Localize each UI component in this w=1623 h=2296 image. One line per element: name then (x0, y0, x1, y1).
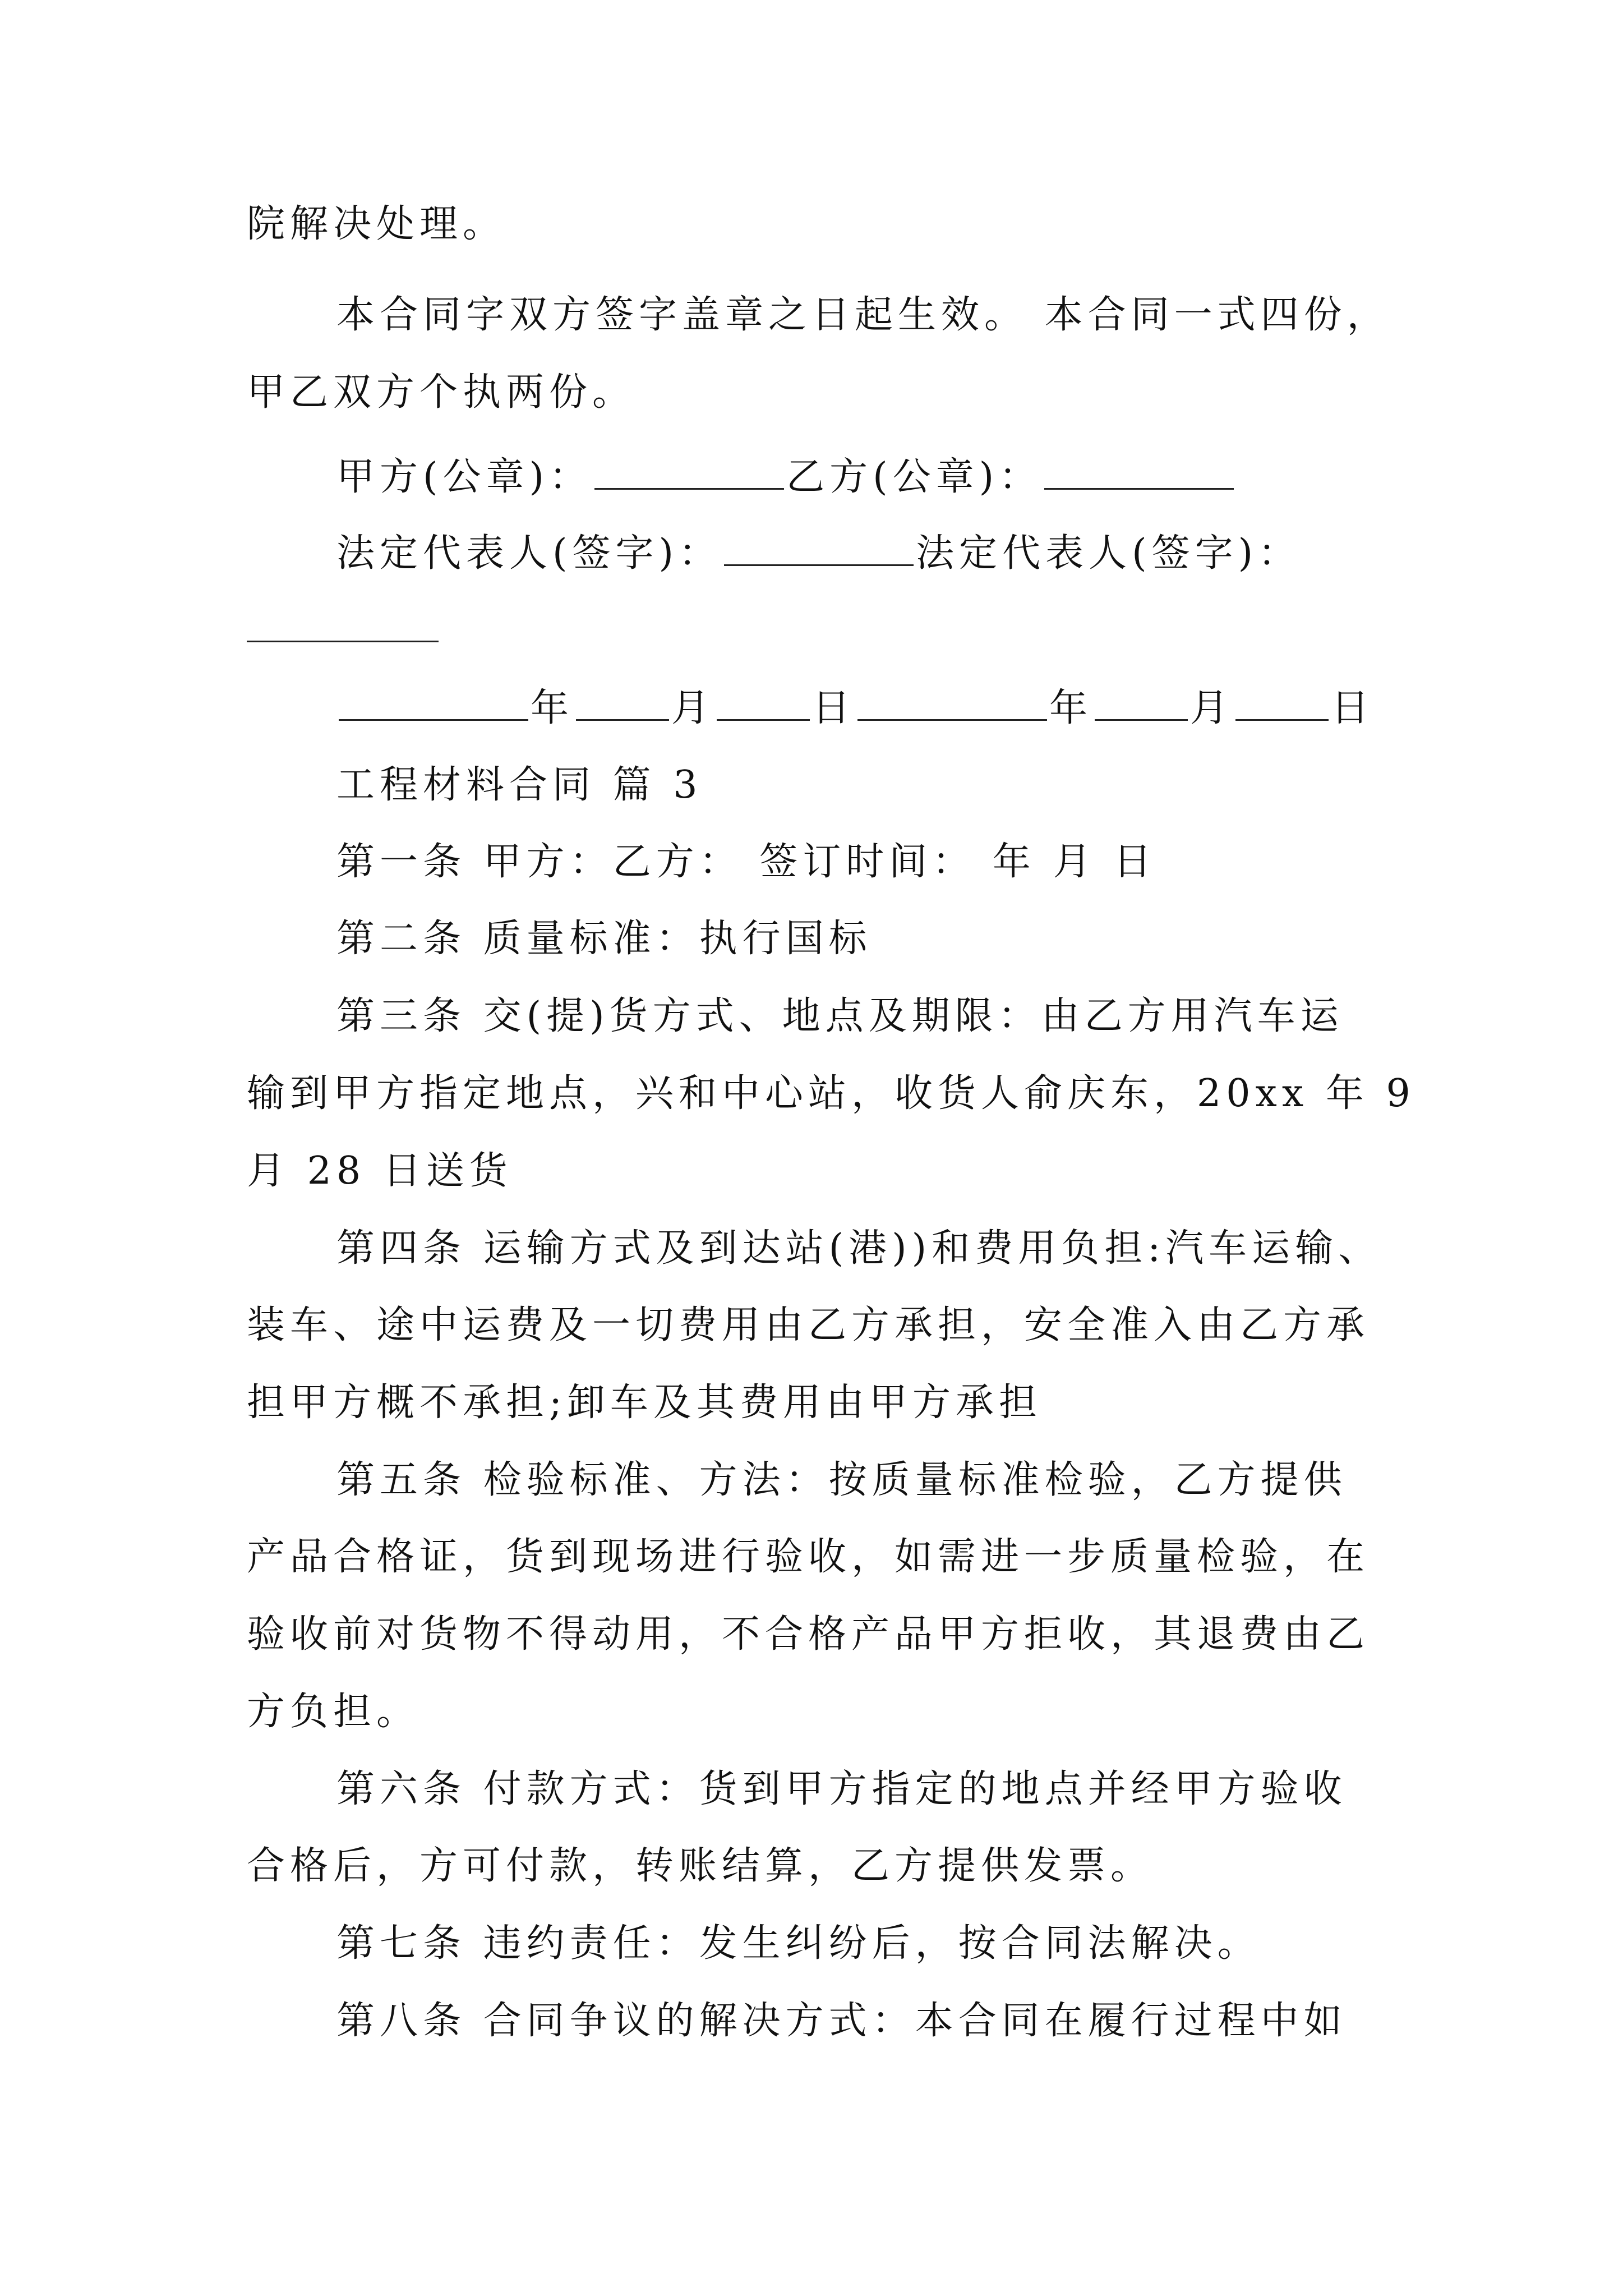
year-label: 年 (1049, 686, 1093, 730)
article-6: 第六条 付款方式：货到甲方指定的地点并经甲方验收 (336, 1767, 1347, 1811)
date-b-year-blank[interactable] (857, 684, 1047, 721)
date-b-day-blank[interactable] (1235, 684, 1329, 721)
date-a-day-blank[interactable] (717, 684, 810, 721)
party-b-seal-label: 乙方(公章)： (786, 455, 1043, 499)
text-line: 输到甲方指定地点，兴和中心站，收货人俞庆东，20xx 年 9 (247, 1071, 1415, 1116)
text-line: 合格后，方可付款，转账结算，乙方提供发票。 (247, 1844, 1154, 1888)
signature-seal-line (336, 453, 1236, 500)
date-a-year-blank[interactable] (339, 684, 528, 721)
day-label: 日 (812, 686, 856, 730)
article-1-sign-time: 签订时间： (759, 840, 976, 884)
month-label: 月 (671, 686, 715, 730)
day-label: 日 (1331, 686, 1375, 730)
text-line: 院解决处理。 (247, 202, 506, 246)
year-label: 年 (531, 686, 574, 730)
date-line (336, 684, 1374, 731)
article-7: 第七条 违约责任：发生纠纷后，按合同法解决。 (336, 1921, 1261, 1966)
article-4: 第四条 运输方式及到达站(港))和费用负担:汽车运输、 (336, 1226, 1382, 1271)
signature-representative-line (336, 530, 1301, 576)
article-5: 第五条 检验标准、方法：按质量标准检验，乙方提供 (336, 1458, 1347, 1502)
article-1 (336, 840, 1156, 885)
article-1-parties: 甲方：乙方： (483, 840, 743, 884)
article-1-day: 日 (1113, 840, 1157, 884)
rep-b-label: 法定代表人(签字)： (916, 531, 1302, 576)
date-b-month-blank[interactable] (1095, 684, 1188, 721)
section-title: 工程材料合同 篇 3 (336, 763, 703, 807)
text-line: 产品合格证，货到现场进行验收，如需进一步质量检验，在 (247, 1535, 1370, 1579)
party-b-seal-blank[interactable] (1044, 453, 1234, 490)
text-line: 验收前对货物不得动用，不合格产品甲方拒收，其退费由乙 (247, 1612, 1370, 1657)
article-1-year: 年 (992, 840, 1036, 884)
text-line: 甲乙双方个执两份。 (247, 370, 636, 415)
article-1-month: 月 (1053, 840, 1096, 884)
text-line: 本合同字双方签字盖章之日起生效。 本合同一式四份， (336, 293, 1390, 337)
party-a-seal-blank[interactable] (594, 453, 784, 490)
text-line: 装车、途中运费及一切费用由乙方承担，安全准入由乙方承 (247, 1303, 1370, 1347)
rep-a-blank[interactable] (724, 530, 914, 566)
article-1-label: 第一条 (336, 840, 467, 884)
text-line: 方负担。 (247, 1690, 420, 1734)
rep-b-blank[interactable] (247, 641, 439, 642)
rep-a-label: 法定代表人(签字)： (336, 531, 722, 576)
month-label: 月 (1190, 686, 1234, 730)
article-2: 第二条 质量标准：执行国标 (336, 917, 872, 961)
date-a-month-blank[interactable] (576, 684, 669, 721)
text-line: 月 28 日送货 (247, 1149, 513, 1193)
article-8: 第八条 合同争议的解决方式：本合同在履行过程中如 (336, 1999, 1347, 2043)
party-a-seal-label: 甲方(公章)： (336, 455, 593, 499)
article-3: 第三条 交(提)货方式、地点及期限：由乙方用汽车运 (336, 994, 1344, 1038)
text-line: 担甲方概不承担;卸车及其费用由甲方承担 (247, 1381, 1042, 1425)
